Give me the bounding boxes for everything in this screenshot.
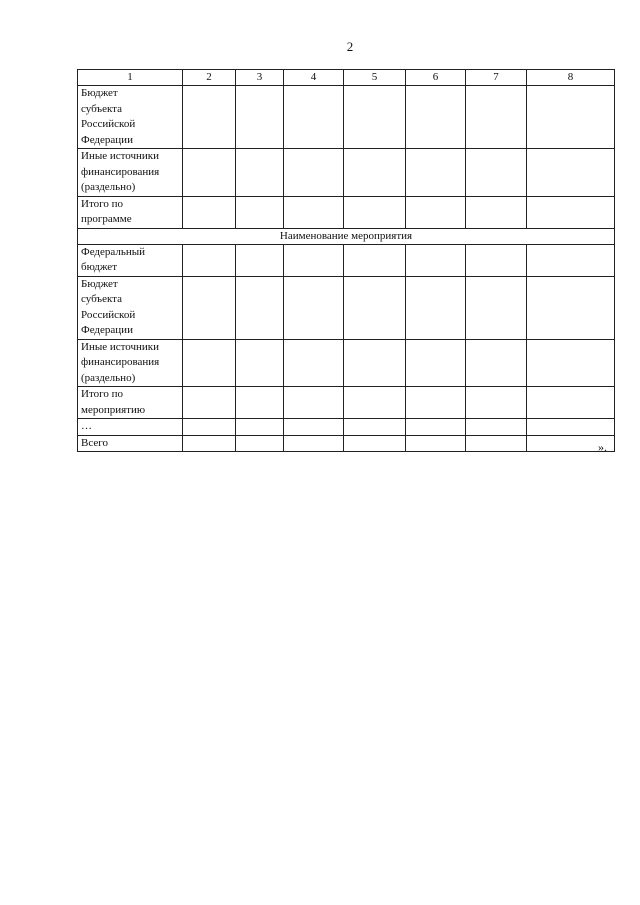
header-row [78, 70, 615, 86]
budget-table [77, 69, 615, 452]
row-label: Иные источники финансирования (раздельно) [78, 339, 183, 387]
row-label: Федеральный бюджет [78, 244, 183, 276]
page-number: 2 [346, 39, 354, 54]
column-header: 1 [78, 70, 183, 86]
row-label: Иные источники финансирования (раздельно) [78, 149, 183, 197]
table-row [78, 387, 615, 419]
closing-mark: ». [598, 440, 607, 454]
table-row [78, 149, 615, 197]
column-header: 5 [344, 70, 406, 86]
column-header: 7 [466, 70, 527, 86]
table-row [78, 419, 615, 436]
column-header: 2 [183, 70, 236, 86]
table-row [78, 339, 615, 387]
column-header: 6 [406, 70, 466, 86]
column-header: 8 [527, 70, 615, 86]
table-row [78, 196, 615, 228]
section-row [78, 228, 615, 244]
section-title: Наименование мероприятия [78, 228, 615, 244]
table-row [78, 435, 615, 452]
row-label: Итого по мероприятию [78, 387, 183, 419]
table-row [78, 276, 615, 339]
row-label: … [78, 419, 183, 436]
row-label: Бюджет субъекта Российской Федерации [78, 276, 183, 339]
column-header: 3 [236, 70, 284, 86]
table-row [78, 244, 615, 276]
row-label: Итого по программе [78, 196, 183, 228]
row-label: Бюджет субъекта Российской Федерации [78, 86, 183, 149]
row-label: Всего [78, 435, 183, 452]
table-row [78, 86, 615, 149]
column-header: 4 [284, 70, 344, 86]
